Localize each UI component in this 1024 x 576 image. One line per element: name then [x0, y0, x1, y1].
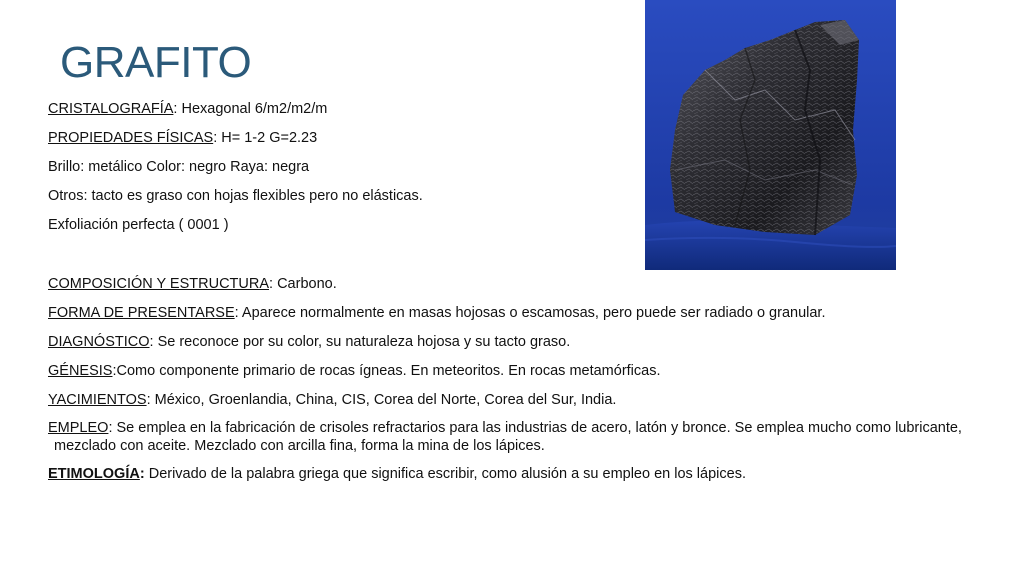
label-etimologia: ETIMOLOGÍA	[48, 466, 140, 483]
line-genesis	[48, 361, 978, 390]
label-yacimientos: YACIMIENTOS	[48, 391, 147, 408]
value-cristalografia: : Hexagonal 6/m2/m2/m	[173, 101, 328, 117]
mineral-description	[48, 99, 978, 493]
colon-etimologia: :	[139, 466, 145, 483]
label-empleo: EMPLEO	[48, 420, 109, 437]
line-diagnostico	[48, 332, 978, 361]
label-genesis: GÉNESIS	[48, 362, 113, 379]
value-etimologia: Derivado de la palabra griega que significa escribir, como alusión a su empleo en los lápices.	[144, 466, 746, 483]
value-propiedades: : H= 1-2 G=2.23	[213, 130, 318, 147]
slide-title: GRAFITO	[60, 38, 252, 87]
value-yacimientos: : México, Groenlandia, China, CIS, Corea del Norte, Corea del Sur, India.	[146, 391, 617, 408]
line-empleo	[48, 419, 978, 455]
label-cristalografia: CRISTALOGRAFÍA	[48, 101, 174, 117]
value-diagnostico: : Se reconoce por su color, su naturaleza hojosa y su tacto graso.	[149, 333, 571, 350]
line-composicion	[48, 274, 978, 303]
line-otros: Otros: tacto es graso con hojas flexibles pero no elásticas.	[48, 188, 423, 205]
line-exfoliacion: Exfoliación perfecta ( 0001 )	[48, 217, 229, 234]
value-genesis: :Como componente primario de rocas ígneas. En meteoritos. En rocas metamórficas.	[112, 362, 661, 379]
line-forma	[48, 303, 978, 332]
label-propiedades: PROPIEDADES FÍSICAS	[48, 130, 214, 147]
label-composicion: COMPOSICIÓN Y ESTRUCTURA	[48, 275, 270, 292]
label-diagnostico: DIAGNÓSTICO	[48, 333, 150, 350]
value-forma: : Aparece normalmente en masas hojosas o escamosas, pero puede ser radiado o granular.	[234, 304, 826, 321]
line-yacimientos	[48, 390, 978, 419]
label-forma: FORMA DE PRESENTARSE	[48, 304, 235, 321]
line-propiedades	[48, 128, 978, 157]
line-brillo: Brillo: metálico Color: negro Raya: negra	[48, 159, 310, 176]
line-cristalografia	[48, 99, 978, 128]
line-etimologia	[48, 464, 978, 493]
value-composicion: : Carbono.	[269, 275, 337, 292]
value-empleo: : Se emplea en la fabricación de crisoles refractarios para las industrias de acero, latón y bronce. Se emplea mucho como lubricante, mezclado con aceite. Mezclado con arcilla fina, forma la mina de los lápices.	[54, 420, 962, 455]
spacer	[48, 244, 978, 273]
